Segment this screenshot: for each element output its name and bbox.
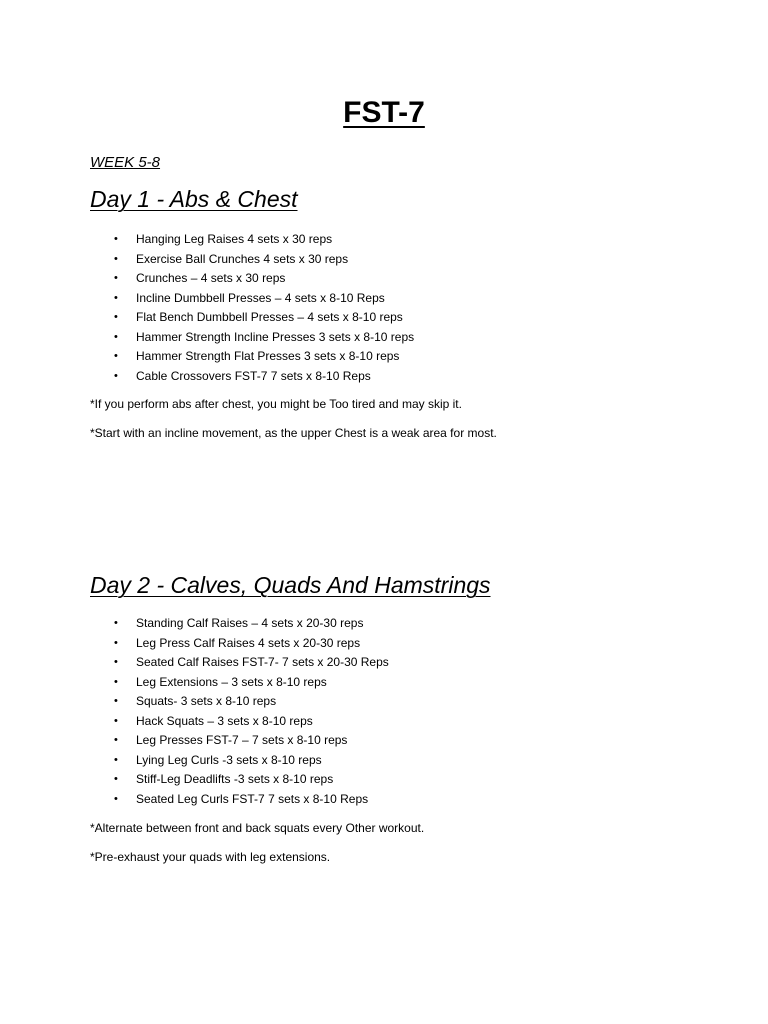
list-item: • Leg Extensions – 3 sets x 8-10 reps: [0, 673, 389, 693]
list-item: • Seated Calf Raises FST-7- 7 sets x 20-30 Reps: [0, 653, 389, 673]
bullet-icon: •: [114, 233, 118, 245]
bullet-icon: •: [114, 252, 118, 265]
bullet-icon: •: [114, 636, 118, 649]
list-item: • Leg Presses FST-7 – 7 sets x 8-10 reps: [0, 731, 389, 751]
bullet-icon: •: [114, 617, 118, 629]
list-item: • Stiff-Leg Deadlifts -3 sets x 8-10 reps: [0, 770, 389, 790]
day-2-exercise-list: [0, 614, 389, 809]
document-title: [0, 96, 768, 130]
day-1-note-2: *Start with an incline movement, as the upper Chest is a weak area for most.: [90, 426, 497, 440]
bullet-icon: •: [114, 350, 118, 362]
list-item: • Leg Press Calf Raises 4 sets x 20-30 reps: [0, 634, 389, 654]
bullet-icon: •: [114, 773, 118, 785]
bullet-icon: •: [114, 291, 118, 304]
list-item: • Crunches – 4 sets x 30 reps: [0, 269, 414, 289]
list-item: • Seated Leg Curls FST-7 7 sets x 8-10 Reps: [0, 790, 389, 810]
bullet-icon: •: [114, 330, 118, 343]
list-item: • Hanging Leg Raises 4 sets x 30 reps: [0, 230, 414, 250]
document-title-text: FST-7: [343, 96, 425, 129]
bullet-icon: •: [114, 714, 118, 727]
list-item: • Hammer Strength Flat Presses 3 sets x 8-10 reps: [0, 347, 414, 367]
bullet-icon: •: [114, 311, 118, 323]
bullet-icon: •: [114, 656, 118, 668]
list-item: • Cable Crossovers FST-7 7 sets x 8-10 Reps: [0, 367, 414, 387]
list-item: • Hack Squats – 3 sets x 8-10 reps: [0, 712, 389, 732]
list-item: • Exercise Ball Crunches 4 sets x 30 reps: [0, 250, 414, 270]
day-2-heading: Day 2 - Calves, Quads And Hamstrings: [90, 572, 491, 598]
bullet-icon: •: [114, 753, 118, 766]
bullet-icon: •: [114, 792, 118, 805]
day-2-note-2: *Pre-exhaust your quads with leg extensions.: [90, 850, 331, 864]
list-item: • Hammer Strength Incline Presses 3 sets x 8-10 reps: [0, 328, 414, 348]
day-1-heading: Day 1 - Abs & Chest: [90, 186, 298, 212]
day-1-note-1: *If you perform abs after chest, you might be Too tired and may skip it.: [90, 397, 462, 411]
bullet-icon: •: [114, 272, 118, 284]
day-2-note-1: *Alternate between front and back squats every Other workout.: [90, 821, 425, 835]
week-label: WEEK 5-8: [90, 154, 161, 171]
list-item: • Lying Leg Curls -3 sets x 8-10 reps: [0, 751, 389, 771]
bullet-icon: •: [114, 675, 118, 688]
list-item: • Squats- 3 sets x 8-10 reps: [0, 692, 389, 712]
bullet-icon: •: [114, 695, 118, 707]
list-item: • Standing Calf Raises – 4 sets x 20-30 reps: [0, 614, 389, 634]
day-1-exercise-list: [0, 230, 414, 386]
bullet-icon: •: [114, 734, 118, 746]
list-item: • Incline Dumbbell Presses – 4 sets x 8-10 Reps: [0, 289, 414, 309]
bullet-icon: •: [114, 369, 118, 382]
list-item: • Flat Bench Dumbbell Presses – 4 sets x 8-10 reps: [0, 308, 414, 328]
